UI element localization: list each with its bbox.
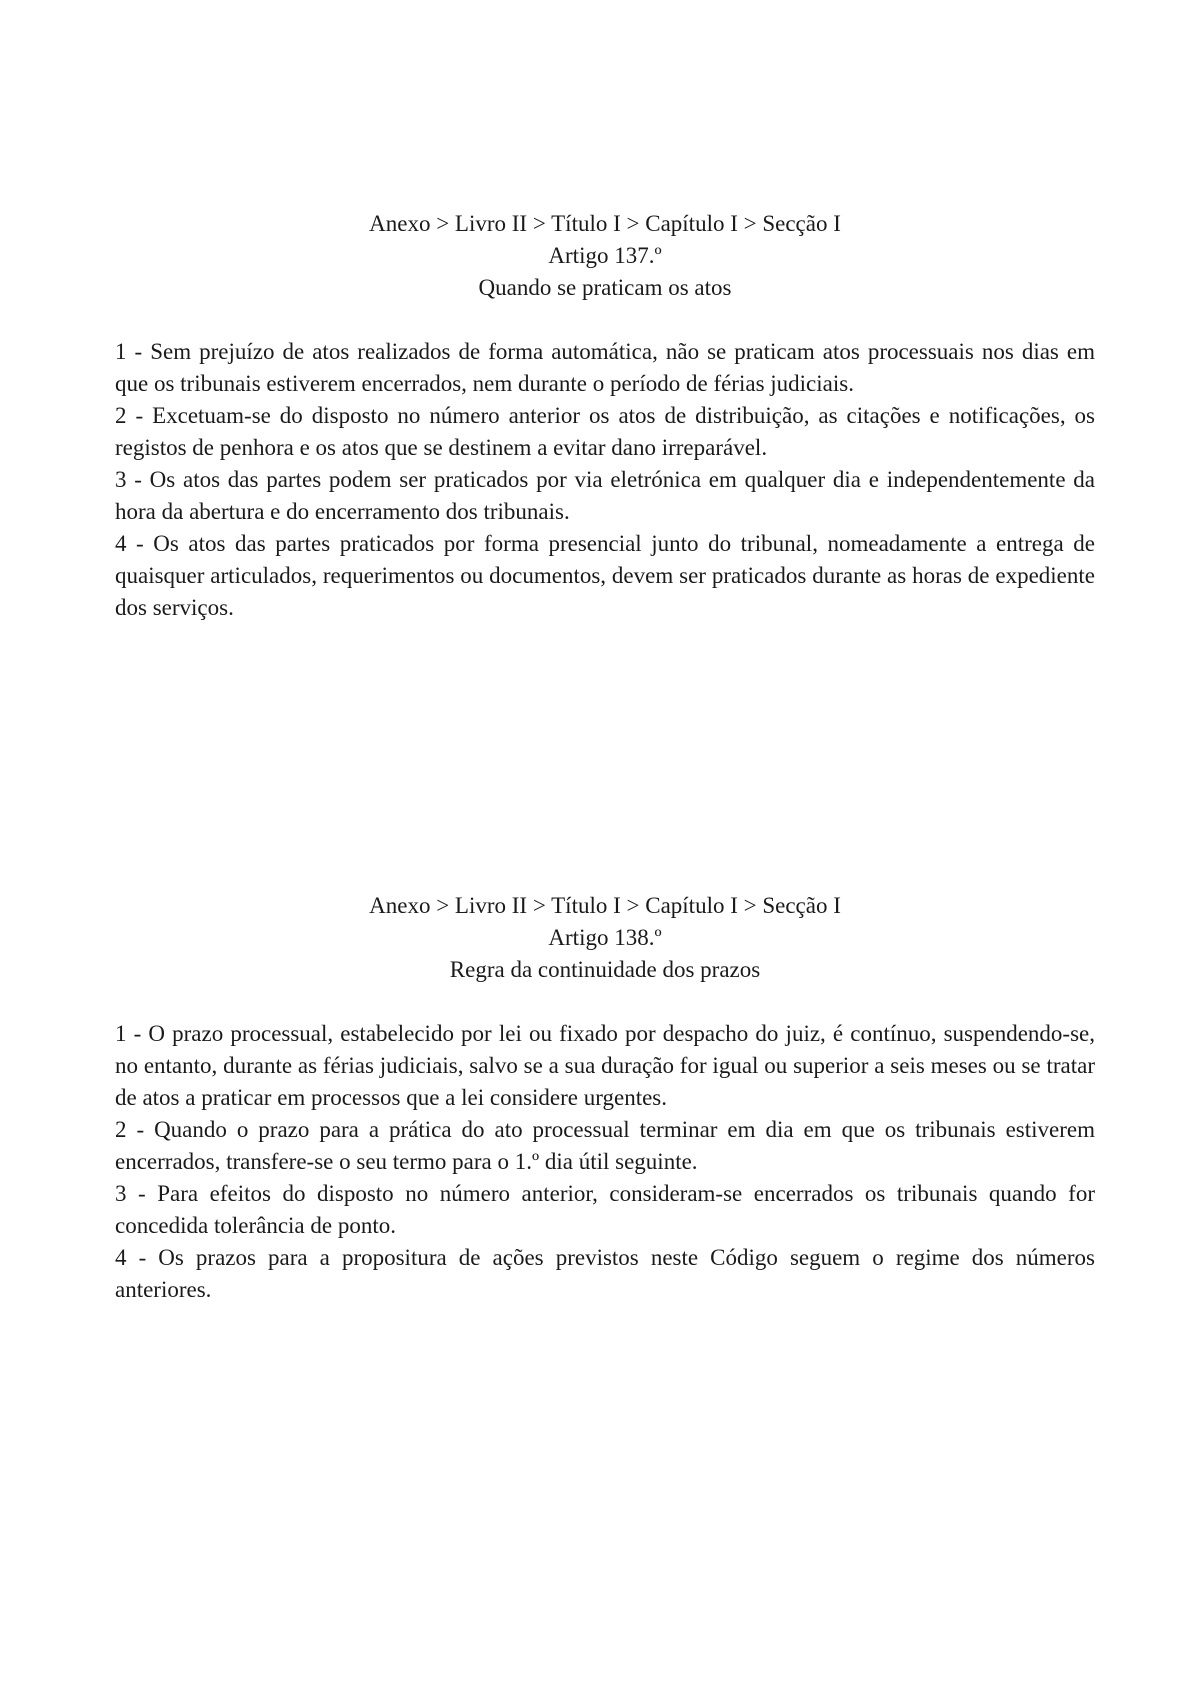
paragraph-2: 2 - Excetuam-se do disposto no número anterior os atos de distribuição, as citações e notificações, os registos de penhora e os atos que se destinem a evitar dano irreparável.	[115, 403, 1095, 460]
article-title: Regra da continuidade dos prazos	[449, 957, 761, 982]
breadcrumb: Anexo > Livro II > Título I > Capítulo I > Secção I	[369, 893, 841, 918]
paragraph-2: 2 - Quando o prazo para a prática do ato processual terminar em dia em que os tribunais estiverem encerrados, transfere-se o seu termo para o 1.º dia útil seguinte.	[115, 1117, 1095, 1174]
paragraph-3: 3 - Os atos das partes podem ser praticados por via eletrónica em qualquer dia e independentemente da hora da abertura e do encerramento dos tribunais.	[115, 467, 1095, 524]
paragraph-4: 4 - Os prazos para a propositura de ações previstos neste Código seguem o regime dos números anteriores.	[115, 1245, 1095, 1302]
article-138	[115, 890, 1095, 1306]
paragraph-3: 3 - Para efeitos do disposto no número anterior, consideram-se encerrados os tribunais quando for concedida tolerância de ponto.	[115, 1181, 1095, 1238]
paragraph-4: 4 - Os atos das partes praticados por forma presencial junto do tribunal, nomeadamente a entrega de quaisquer articulados, requerimentos ou documentos, devem ser praticados durante as horas de expediente dos serviços.	[115, 531, 1095, 620]
article-number: Artigo 138.º	[548, 925, 662, 950]
paragraph-1: 1 - O prazo processual, estabelecido por lei ou fixado por despacho do juiz, é contínuo, suspendendo-se, no entanto, durante as férias judiciais, salvo se a sua duração for igual ou superior a seis meses ou se tratar de atos a praticar em processos que a lei considere urgentes.	[115, 1021, 1095, 1110]
breadcrumb: Anexo > Livro II > Título I > Capítulo I > Secção I	[369, 211, 841, 236]
article-title: Quando se praticam os atos	[478, 275, 732, 300]
article-137	[115, 208, 1095, 624]
article-number: Artigo 137.º	[548, 243, 662, 268]
paragraph-1: 1 - Sem prejuízo de atos realizados de forma automática, não se praticam atos processuais nos dias em que os tribunais estiverem encerrados, nem durante o período de férias judiciais.	[115, 339, 1095, 396]
spacer	[115, 986, 1095, 1018]
spacer	[115, 304, 1095, 336]
